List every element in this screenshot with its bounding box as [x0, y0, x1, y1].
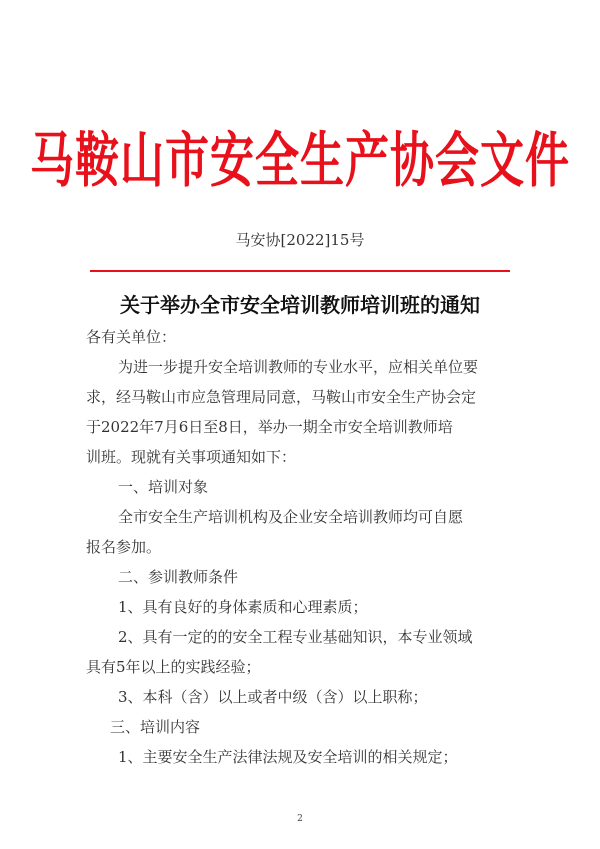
intro-paragraph-line: 训班。现就有关事项通知如下： [86, 448, 297, 466]
section-line: 2、具有一定的的安全工程专业基础知识，本专业领域 [118, 628, 473, 646]
intro-paragraph-line: 于2022年7月6日至8日，举办一期全市安全培训教师培 [86, 418, 453, 436]
salutation: 各有关单位： [86, 328, 177, 346]
section-heading: 三、培训内容 [110, 718, 201, 736]
org-header-title: 马鞍山市安全生产协会文件 [30, 126, 570, 196]
section-line: 具有5年以上的实践经验； [86, 658, 261, 676]
section-heading: 二、参训教师条件 [118, 568, 239, 586]
header-divider [90, 270, 510, 272]
page-number: 2 [297, 814, 303, 824]
section-line: 1、主要安全生产法律法规及安全培训的相关规定； [118, 748, 458, 766]
intro-paragraph-line: 为进一步提升安全培训教师的专业水平，应相关单位要 [118, 358, 479, 376]
section-line: 3、本科（含）以上或者中级（含）以上职称； [118, 688, 428, 706]
section-line: 报名参加。 [86, 538, 162, 556]
document-number: 马安协[2022]15号 [235, 231, 365, 249]
notice-title: 关于举办全市安全培训教师培训班的通知 [120, 293, 480, 317]
intro-paragraph-line: 求，经马鞍山市应急管理局同意，马鞍山市安全生产协会定 [86, 388, 477, 406]
section-line: 1、具有良好的身体素质和心理素质； [118, 598, 368, 616]
section-line: 全市安全生产培训机构及企业安全培训教师均可自愿 [118, 508, 464, 526]
section-heading: 一、培训对象 [118, 478, 209, 496]
